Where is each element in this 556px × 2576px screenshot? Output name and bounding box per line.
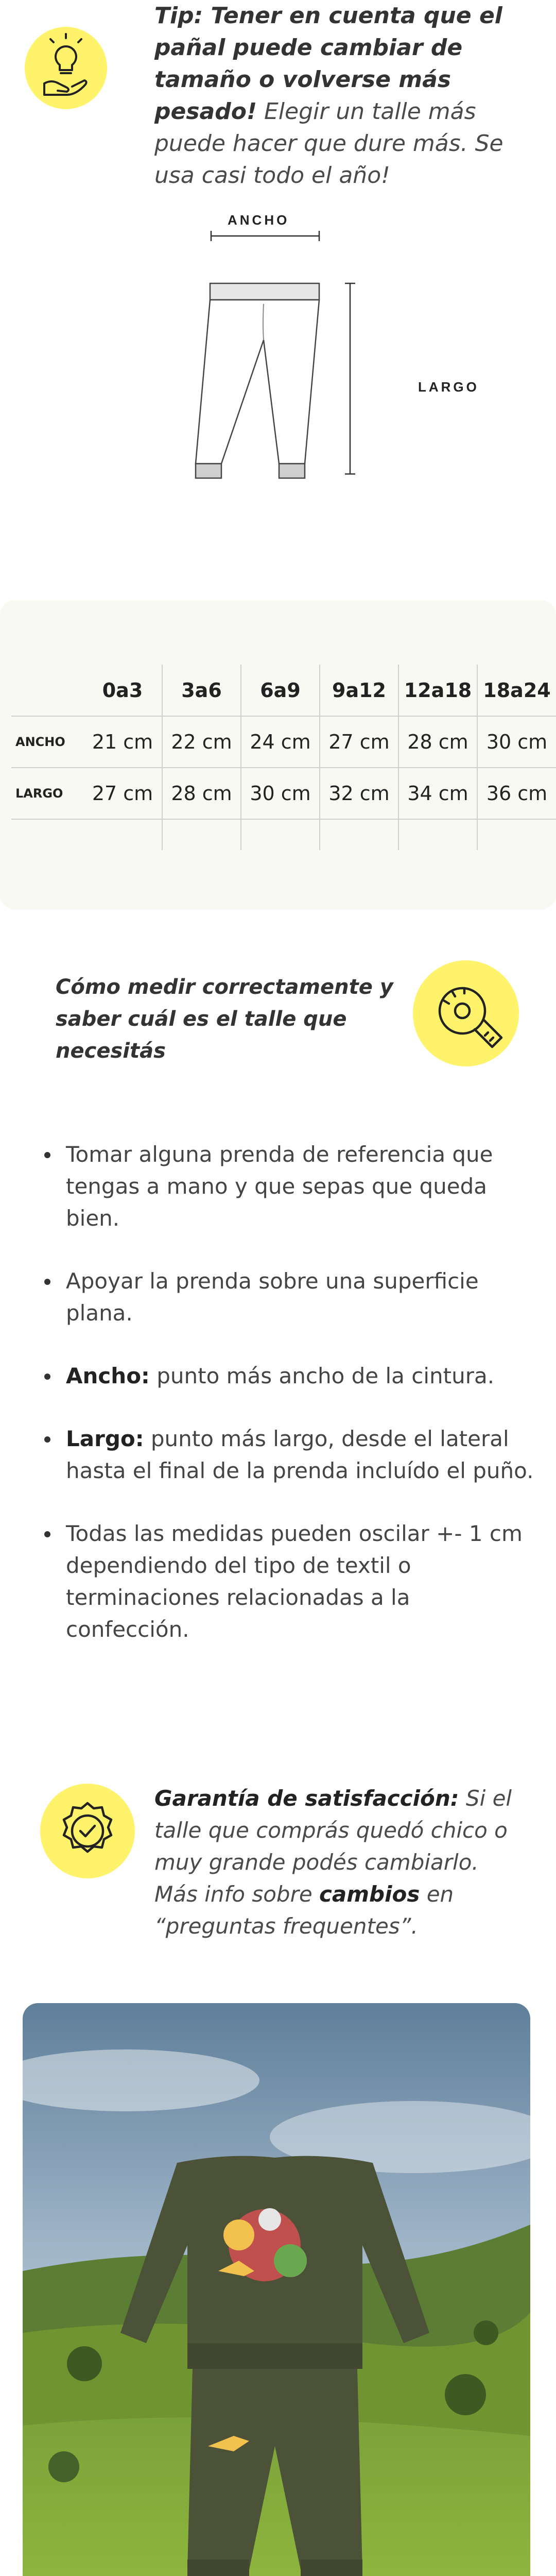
measure-bullet-list <box>41 1139 535 1676</box>
bullet-text: Apoyar la prenda sobre una superficie plana. <box>66 1268 479 1326</box>
table-cell: 27 cm <box>83 768 162 819</box>
size-col-3a6: 3a6 <box>162 665 241 716</box>
tip-lead: Tip: Tener en cuenta que el pañal puede cambiar de tamaño o volverse más pesado! <box>154 3 502 125</box>
spacer-cell <box>320 819 398 850</box>
table-spacer-row <box>11 819 556 850</box>
guarantee-body-2: en “preguntas frequentes”. <box>154 1882 454 1939</box>
spacer-cell <box>241 819 320 850</box>
list-item <box>41 1518 535 1646</box>
table-cell: 36 cm <box>477 768 556 819</box>
table-cell: 30 cm <box>477 716 556 768</box>
width-label: ANCHO <box>228 212 290 228</box>
bullet-bold: Largo: <box>66 1426 144 1451</box>
bullet-text: punto más ancho de la cintura. <box>149 1363 495 1388</box>
list-item <box>41 1139 535 1234</box>
table-row <box>11 716 556 768</box>
list-item <box>41 1360 535 1392</box>
table-cell: 22 cm <box>162 716 241 768</box>
size-col-6a9: 6a9 <box>241 665 320 716</box>
table-row <box>11 768 556 819</box>
size-col-12a18: 12a18 <box>398 665 477 716</box>
size-table-card <box>0 600 556 909</box>
spacer-cell <box>83 819 162 850</box>
spacer-cell <box>398 819 477 850</box>
table-cell: 21 cm <box>83 716 162 768</box>
bullet-text: punto más largo, desde el lateral hasta el final de la prenda incluído el puño. <box>66 1426 534 1483</box>
table-cell: 27 cm <box>320 716 398 768</box>
bullet-text: Todas las medidas pueden oscilar +- 1 cm dependiendo del tipo de textil o terminaciones relacionadas a la confección. <box>66 1521 523 1642</box>
pants-measure-diagram <box>144 206 479 495</box>
spacer-cell <box>162 819 241 850</box>
table-cell: 30 cm <box>241 768 320 819</box>
size-col-18a24: 18a24 <box>477 665 556 716</box>
row-label-largo: LARGO <box>11 768 83 819</box>
table-cell: 28 cm <box>398 716 477 768</box>
length-label: LARGO <box>418 379 479 395</box>
badge-check-icon <box>40 1784 135 1878</box>
spacer-cell <box>477 819 556 850</box>
cambios-link[interactable]: cambios <box>319 1882 420 1907</box>
measure-heading: Cómo medir correctamente y saber cuál es el talle que necesitás <box>56 975 393 1063</box>
size-col-0a3: 0a3 <box>83 665 162 716</box>
tip-body: Elegir un talle más puede hacer que dure más. Se usa casi todo el año! <box>154 98 503 189</box>
guarantee-body-1: Si el talle que comprás quedó chico o muy grande podés cambiarlo. Más info sobre <box>154 1786 512 1907</box>
list-item <box>41 1423 535 1487</box>
guarantee-lead: Garantía de satisfacción: <box>154 1786 459 1811</box>
measuring-tape-icon <box>413 960 519 1066</box>
size-col-9a12: 9a12 <box>320 665 398 716</box>
table-cell: 34 cm <box>398 768 477 819</box>
lightbulb-hand-icon <box>25 27 107 109</box>
table-cell: 24 cm <box>241 716 320 768</box>
list-item <box>41 1265 535 1329</box>
table-cell: 28 cm <box>162 768 241 819</box>
tip-text <box>154 0 525 192</box>
product-photo <box>23 2003 530 2576</box>
spacer-cell <box>11 819 83 850</box>
size-table <box>11 665 556 850</box>
size-table-header-row <box>11 665 556 716</box>
row-label-ancho: ANCHO <box>11 716 83 768</box>
corner-cell <box>11 665 83 716</box>
bullet-text: Tomar alguna prenda de referencia que tengas a mano y que sepas que queda bien. <box>66 1142 493 1231</box>
guarantee-text <box>154 1783 525 1942</box>
bullet-bold: Ancho: <box>66 1363 150 1388</box>
table-cell: 32 cm <box>320 768 398 819</box>
